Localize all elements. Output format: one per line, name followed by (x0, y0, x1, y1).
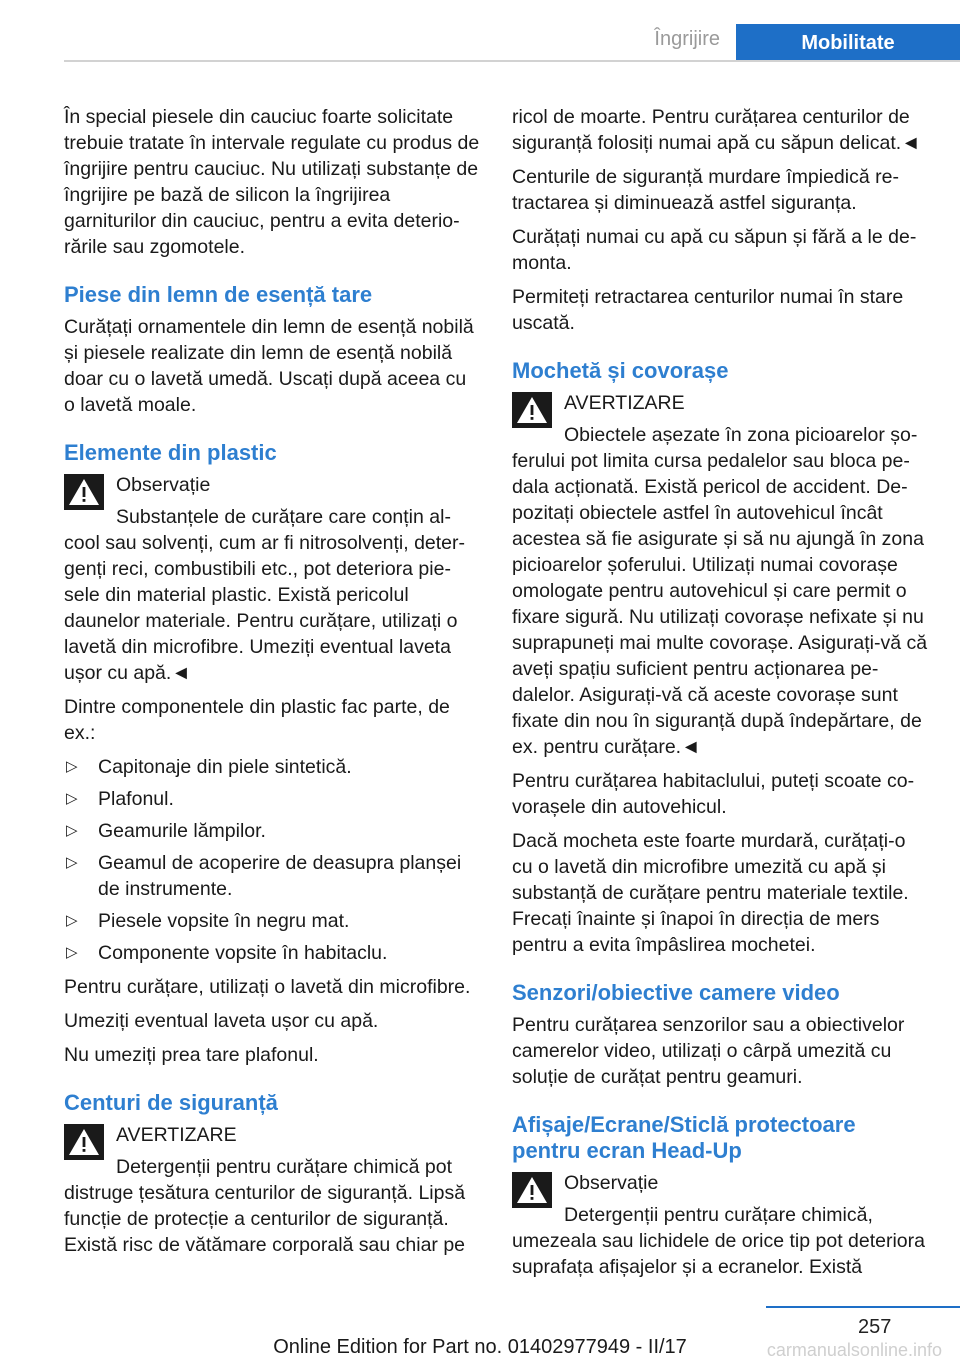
warning-triangle-icon (64, 474, 104, 510)
page-number: 257 (858, 1316, 892, 1338)
warning-text: Detergenții pentru curățare chimică pot distruge țesătura centurilor de siguranță. Lipsă funcție de protecție a centurilor de siguranță. Există risc de vătămare corporală sau chiar pe (64, 1156, 466, 1256)
belts-paragraph-1: Centurile de siguranță murdare împiedică retractarea și diminuează astfel siguranța. (512, 166, 899, 214)
warning-title: AVERTIZARE (116, 1124, 237, 1146)
page-footer (0, 1306, 960, 1362)
carpet-paragraph-2: Dacă mocheta este foarte murdară, curățați-o cu o lavetă din microfibre umezită cu apă și substanță de curățare pentru materiale textile. Frecați înainte și înapoi în direcția de mers pentru a evita împâslirea mochetei. (512, 830, 909, 956)
notice-text: Detergenții pentru curățare chimică, umezeala sau lichidele de orice tip pot deteriora suprafața afișajelor și a ecranelor. Există (512, 1204, 925, 1278)
warning-title: AVERTIZARE (564, 392, 685, 414)
section-heading-wood: Piese din lemn de esență tare (64, 282, 373, 307)
tab-ingrijire[interactable]: Îngrijire (654, 28, 720, 50)
section-heading-plastic: Elemente din plastic (64, 440, 277, 465)
notice-title: Observație (564, 1172, 659, 1194)
tab-mobilitate[interactable]: Mobilitate (736, 24, 960, 62)
list-item: ▷ Componente vopsite în habitaclu. (66, 942, 388, 964)
section-heading-sensors: Senzori/obiective camere video (512, 980, 840, 1005)
plastic-notice (64, 472, 480, 686)
plastic-lead: Dintre componentele din plastic fac parte, de ex.: (64, 696, 450, 744)
plastic-list (64, 754, 480, 966)
triangle-bullet-icon: ▷ (66, 854, 78, 871)
footer-rule (766, 1306, 960, 1308)
triangle-bullet-icon: ▷ (66, 758, 78, 775)
right-column (512, 104, 928, 1288)
carpet-paragraph-1: Pentru curățarea habitaclului, puteți scoate covorașele din autovehicul. (512, 770, 915, 818)
plastic-after-1: Pentru curățare, utilizați o lavetă din microfibre. (64, 976, 471, 998)
warning-triangle-icon (512, 392, 552, 428)
triangle-bullet-icon: ▷ (66, 912, 78, 929)
belts-continued: ricol de moarte. Pentru curățarea centurilor de siguranță folosiți numai apă cu săpun delicat.◄ (512, 106, 921, 154)
list-item: ▷ Piesele vopsite în negru mat. (66, 910, 350, 932)
notice-title: Observație (116, 474, 211, 496)
header-rule (64, 60, 960, 62)
list-item: ▷ Plafonul. (66, 788, 174, 810)
sensors-paragraph: Pentru curățarea senzorilor sau a obiectivelor camerelor video, utilizați o cârpă umezită cu soluție de curățat pentru geamuri. (512, 1014, 905, 1088)
header-bar (64, 24, 960, 62)
intro-paragraph: În special piesele din cauciuc foarte solicitate trebuie tratate în intervale regulate cu produs de îngrijire pentru cauciuc. Nu utilizați substanțe de îngrijire pe bază de silicon la îngrijirea garniturilor din cauciuc, pentru a evita deteriorările sau zgomotele. (64, 106, 480, 258)
edition-line: Online Edition for Part no. 01402977949 - II/17 (273, 1336, 687, 1358)
section-heading-belts: Centuri de siguranță (64, 1090, 278, 1115)
section-heading-displays: Afișaje/Ecrane/Sticlă protectoare pentru ecran Head-Up (512, 1112, 856, 1163)
notice-text: Substanțele de curățare care conțin alcool sau solvenți, cum ar fi nitrosolvenți, detergenți reci, combustibili etc., pot deteriora piesele din material plastic. Există pericolul daunelor materiale. Pentru curățare, utilizați o lavetă din microfibre. Umeziți eventual laveta ușor cu apă.◄ (64, 506, 466, 684)
belts-paragraph-3: Permiteți retractarea centurilor numai în stare uscată. (512, 286, 904, 334)
list-item: ▷ Geamul de acoperire de deasupra planșei de instrumente. (66, 852, 462, 900)
carpet-warning (512, 390, 928, 760)
wood-paragraph: Curățați ornamentele din lemn de esență nobilă și piesele realizate din lemn de esență nobilă doar cu o lavetă umedă. Uscați după aceea cu o lavetă moale. (64, 316, 474, 416)
warning-triangle-icon (512, 1172, 552, 1208)
section-heading-carpet: Mochetă și covorașe (512, 358, 729, 383)
displays-notice (512, 1170, 928, 1280)
triangle-bullet-icon: ▷ (66, 944, 78, 961)
list-item: ▷ Geamurile lămpilor. (66, 820, 266, 842)
belts-warning (64, 1122, 480, 1258)
triangle-bullet-icon: ▷ (66, 822, 78, 839)
warning-text: Obiectele așezate în zona picioarelor șoferului pot limita cursa pedalelor sau bloca pedala acționată. Există pericol de accident. Depozitați obiectele astfel în autovehicul încât acestea să fie asigurate și să nu ajungă în zona picioarelor șoferului. Utilizați numai covorașe omologate pentru autovehicul și care permit o fixare sigură. Nu utilizați covorașe nefixate și nu suprapuneți mai multe covorașe. Asigurați-vă că aveți spațiu suficient pentru acționarea pedalelor. Asigurați-vă că aceste covorașe sunt fixate din nou în siguranță după îndepărtare, de ex. pentru curățare.◄ (512, 424, 928, 758)
list-item: ▷ Capitonaje din piele sintetică. (66, 756, 352, 778)
watermark: carmanualsonline.info (766, 1340, 942, 1360)
plastic-after-3: Nu umeziți prea tare plafonul. (64, 1044, 319, 1066)
left-column (64, 104, 480, 1266)
plastic-after-2: Umeziți eventual laveta ușor cu apă. (64, 1010, 379, 1032)
warning-triangle-icon (64, 1124, 104, 1160)
belts-paragraph-2: Curățați numai cu apă cu săpun și fără a le demonta. (512, 226, 917, 274)
triangle-bullet-icon: ▷ (66, 790, 78, 807)
